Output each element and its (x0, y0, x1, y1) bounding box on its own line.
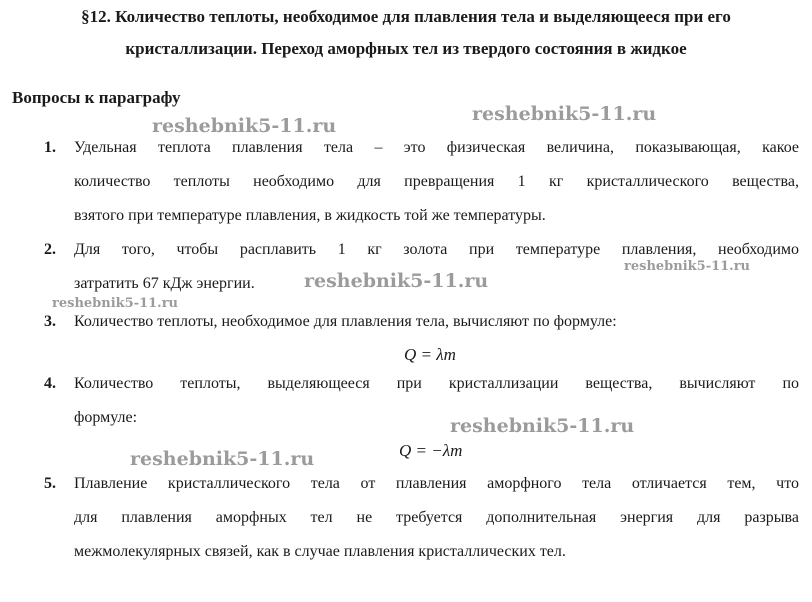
title-line-2: кристаллизации. Переход аморфных тел из твердого состояния в жидкое (125, 39, 687, 58)
answer-4-line-2: формуле: (74, 409, 138, 426)
answer-3-number: 3. (44, 313, 56, 330)
answer-2-line-1: Для того, чтобы расплавить 1 кг золота при температуре плавления, необходимо (74, 241, 799, 258)
answer-4-formula: Q = −λm (399, 441, 463, 460)
answer-5-number: 5. (44, 475, 56, 492)
answer-5-line-2: для плавления аморфных тел не требуется дополнительная энергия для разрыва (74, 509, 799, 526)
answer-3-line-1: Количество теплоты, необходимое для плавления тела, вычисляют по формуле: (74, 313, 617, 330)
watermark: reshebnik5-11.ru (52, 296, 179, 311)
watermark: reshebnik5-11.ru (304, 270, 489, 292)
answer-1-line-2: количество теплоты необходимо для превращения 1 кг кристаллического вещества, (74, 173, 799, 190)
answer-4-number: 4. (44, 375, 56, 392)
answer-2-number: 2. (44, 241, 56, 258)
answer-5-line-3: межмолекулярных связей, как в случае плавления кристаллических тел. (74, 543, 566, 560)
answer-1-line-3: взятого при температуре плавления, в жидкость той же температуры. (74, 207, 546, 224)
answer-1-number: 1. (44, 139, 56, 156)
watermark: reshebnik5-11.ru (130, 448, 315, 470)
watermark: reshebnik5-11.ru (624, 259, 751, 274)
watermark: reshebnik5-11.ru (472, 103, 657, 125)
answer-1-line-1: Удельная теплота плавления тела – это физическая величина, показывающая, какое (74, 139, 799, 156)
watermark: reshebnik5-11.ru (152, 115, 337, 137)
section-heading: Вопросы к параграфу (12, 88, 181, 107)
answer-5-line-1: Плавление кристаллического тела от плавления аморфного тела отличается тем, что (74, 475, 799, 492)
title-line-1: §12. Количество теплоты, необходимое для плавления тела и выделяющееся при его (81, 7, 731, 26)
watermark: reshebnik5-11.ru (450, 415, 635, 437)
answer-4-line-1: Количество теплоты, выделяющееся при кристаллизации вещества, вычисляют по (74, 375, 799, 392)
answer-2-line-2: затратить 67 кДж энергии. (74, 275, 255, 292)
answer-3-formula: Q = λm (404, 345, 456, 364)
